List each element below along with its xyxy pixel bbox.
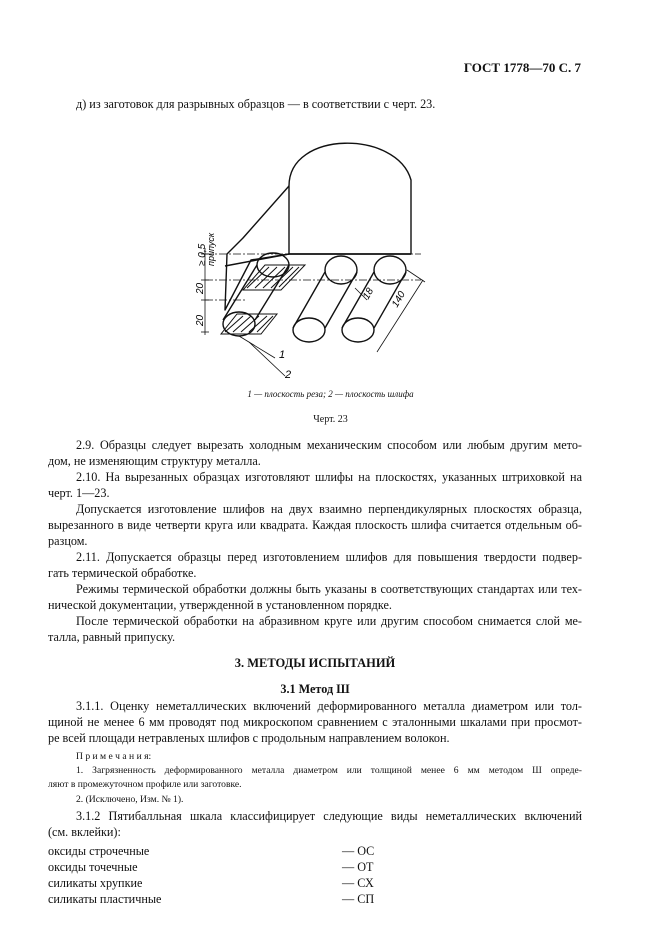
ingot-side (225, 186, 289, 310)
page-header: ГОСТ 1778—70 С. 7 (463, 60, 581, 75)
para-2-11-line-2: гать термической обработке. (48, 566, 197, 580)
para-2-11-line-1: 2.11. Допускается образцы перед изготовлением шлифов для повышения твердости подвер- (76, 550, 582, 564)
inclusion-name: силикаты хрупкие (48, 876, 143, 890)
para-2-10-line-1: 2.10. На вырезанных образцах изготовляют шлифы на плоскостях, указанных штриховкой на (76, 470, 582, 484)
para-2-9-line-2: дом, не изменяющим структуру металла. (48, 454, 261, 468)
dim-diam: 18 (361, 286, 377, 302)
dim-allowance: ≥ 0,5 (197, 243, 208, 266)
callout-1: 1 (279, 349, 286, 361)
inclusion-code: — СХ (342, 876, 374, 890)
para-allow-line-2: вырезанного в виде четверти круга или квадрата. Каждая плоскость шлифа считается отдельным об- (48, 518, 582, 532)
ingot-body (289, 143, 411, 254)
para-2-9-line-1: 2.9. Образцы следует вырезать холодным механическим способом или любым другим мето- (76, 438, 582, 452)
inclusion-name: оксиды точечные (48, 860, 138, 874)
para-3-1-1-line-3: ре всей площади нетравленых шлифов с продольным направлением волокон. (48, 731, 450, 745)
note-2: 2. (Исключено, Изм. № 1). (76, 794, 184, 805)
inclusion-row (48, 843, 408, 859)
para-after-line-2: талла, равный припуску. (48, 630, 176, 644)
para-2-10-line-2: черт. 1—23. (48, 486, 110, 500)
inclusion-row (48, 859, 408, 875)
drawing-23 (185, 130, 430, 380)
para-after-line-1: После термической обработки на абразивном круге или другим способом снимается слой ме- (76, 614, 582, 628)
figure-legend: 1 — плоскость реза; 2 — плоскость шлифа (247, 389, 414, 399)
inclusion-code: — ОТ (342, 860, 374, 874)
inclusion-name: оксиды строчечные (48, 844, 150, 858)
note-1-line-1: 1. Загрязненность деформированного металла диаметром или толщиной менее 6 мм методом Ш опреде- (76, 765, 582, 776)
notes-heading: П р и м е ч а н и я: (76, 751, 152, 762)
inclusion-code: — СП (342, 892, 375, 906)
dim-allowance-word: припуск (206, 232, 216, 266)
note-1-line-2: ляют в промежуточном профиле или заготовке. (48, 779, 242, 790)
section-title: 3. МЕТОДЫ ИСПЫТАНИЙ (234, 656, 396, 670)
para-3-1-1-line-2: щиной не менее 6 мм проводят под микроскопом сравнением с эталонными шкалами при просмот- (48, 715, 582, 729)
para-modes-line-2: нической документации, утвержденной в установленном порядке. (48, 598, 392, 612)
para-allow-line-3: разцом. (48, 534, 88, 548)
dim-h2: 20 (195, 314, 206, 326)
hatched-planes (221, 265, 305, 334)
para-modes-line-1: Режимы термической обработки должны быть указаны в соответствующих стандартах или тех- (76, 582, 582, 596)
intro-line: д) из заготовок для разрывных образцов — в соответствии с черт. 23. (76, 97, 436, 111)
inclusion-code: — ОС (342, 844, 375, 858)
para-3-1-2-line-2: (см. вклейки): (48, 825, 121, 839)
callout-2: 2 (285, 369, 292, 380)
dim-length: 140 (390, 289, 408, 310)
section-subtitle: 3.1 Метод Ш (280, 682, 350, 696)
inclusion-name: силикаты пластичные (48, 892, 162, 906)
dim-h1: 20 (195, 282, 206, 294)
para-allow-line-1: Допускается изготовление шлифов на двух взаимно перпендикулярных плоскостях образца, (76, 502, 582, 516)
para-3-1-1-line-1: 3.1.1. Оценку неметаллических включений деформированного металла диаметром или тол- (76, 699, 582, 713)
para-3-1-2-line-1: 3.1.2 Пятибалльная шкала классифицирует следующие виды неметаллических включений (76, 809, 582, 823)
inclusion-row (48, 891, 408, 907)
inclusion-row (48, 875, 408, 891)
blank-2 (293, 256, 357, 342)
figure-caption: Черт. 23 (313, 414, 348, 425)
